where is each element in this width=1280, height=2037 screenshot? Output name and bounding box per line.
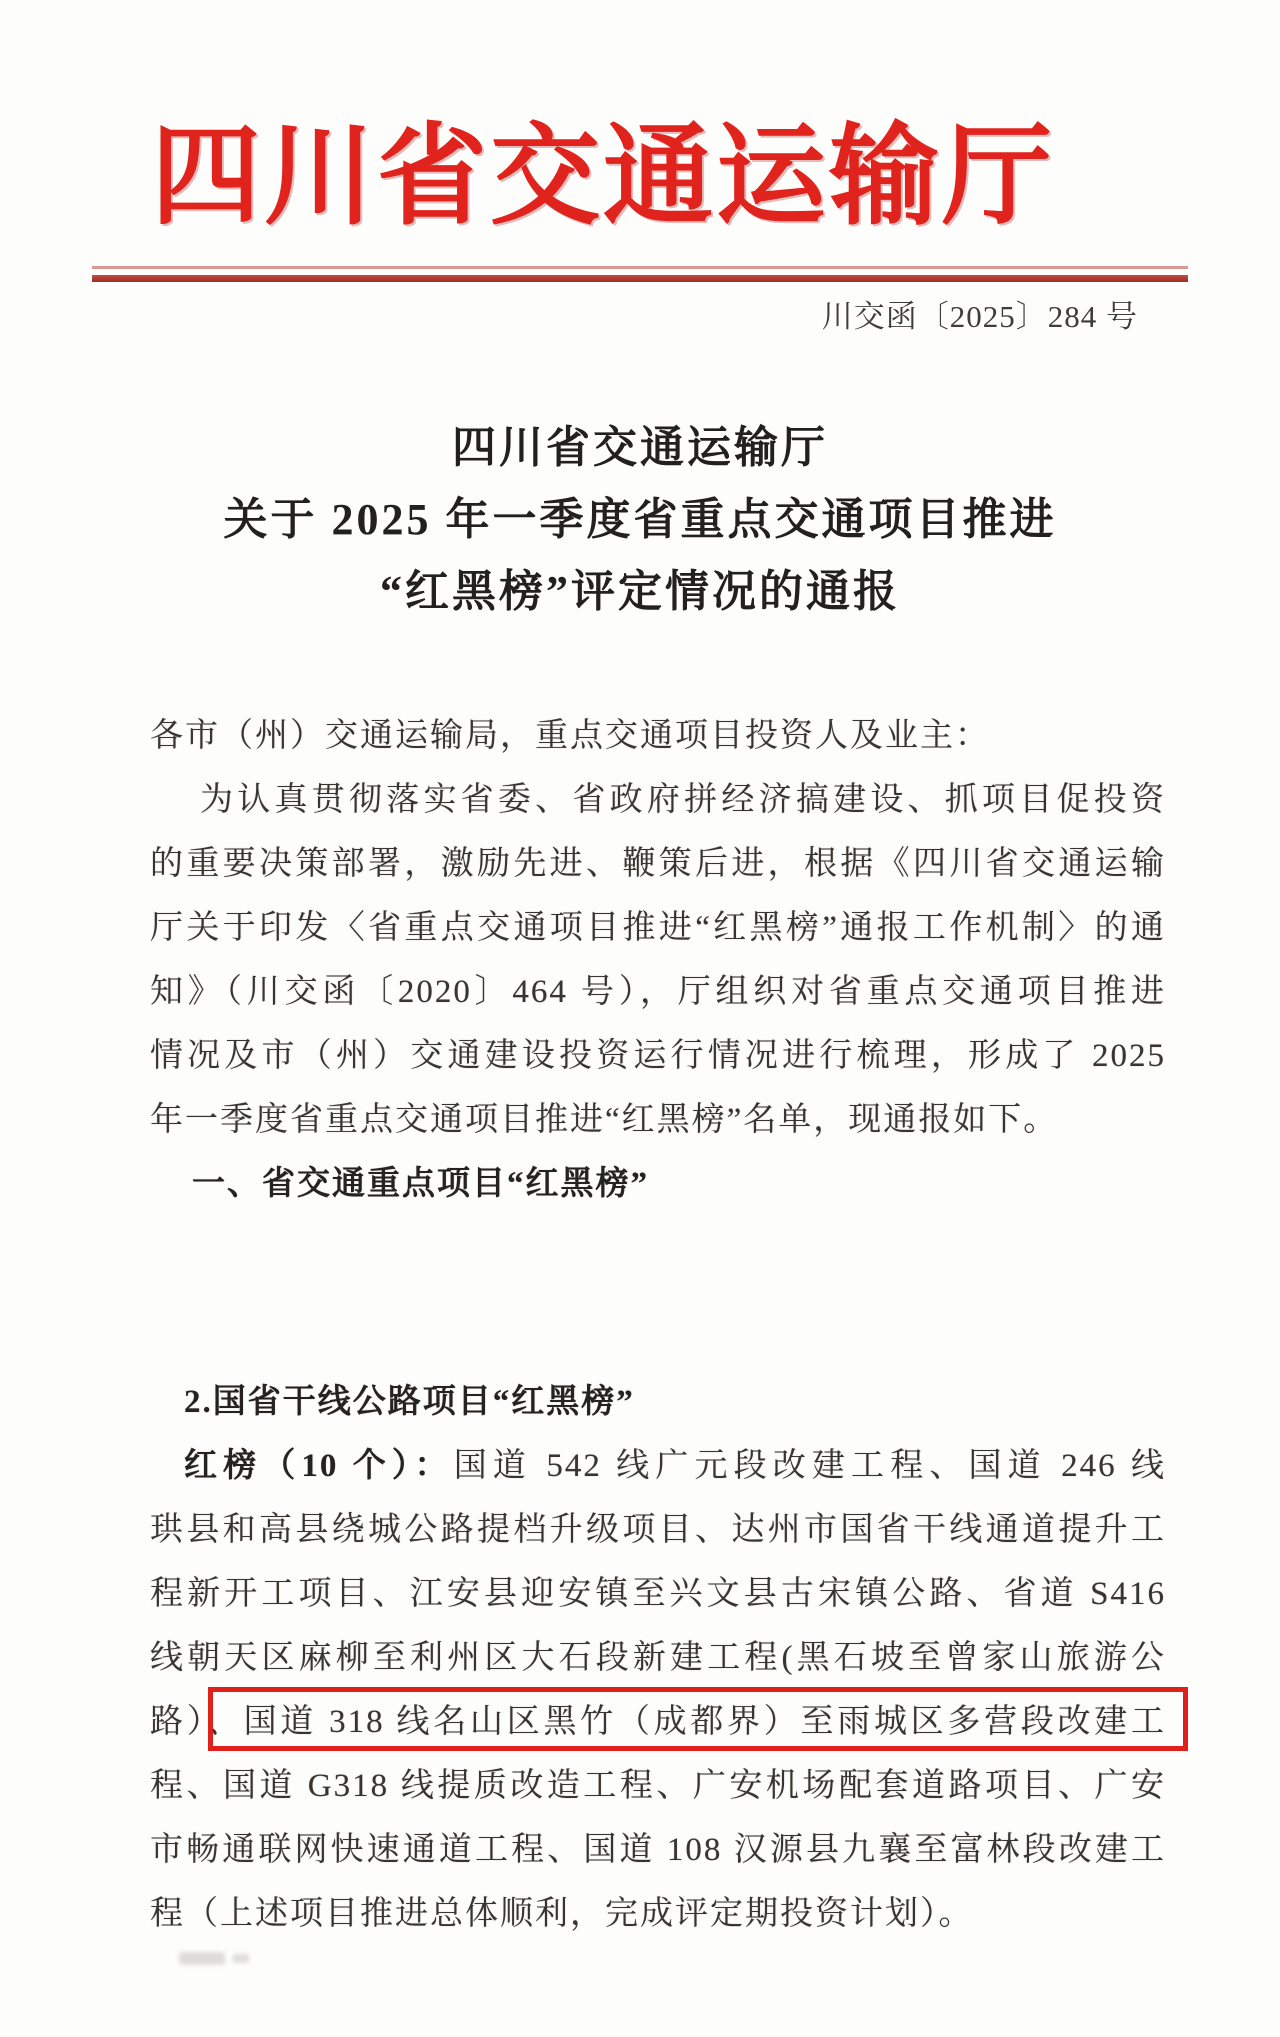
scan-artifact bbox=[179, 1952, 225, 1965]
paragraph-line: 为认真贯彻落实省委、省政府拼经济搞建设、抓项目促投资 bbox=[200, 782, 1166, 818]
title-line-3: “红黑榜”评定情况的通报 bbox=[380, 567, 900, 616]
paragraph-line: 的重要决策部署，激励先进、鞭策后进，根据《四川省交通运输 bbox=[150, 846, 1166, 882]
title-line-2: 关于 2025 年一季度省重点交通项目推进 bbox=[223, 495, 1057, 544]
salutation: 各市（州）交通运输局，重点交通项目投资人及业主： bbox=[150, 718, 990, 754]
agency-letterhead: 四川省交通运输厅 bbox=[151, 116, 1055, 238]
paragraph-line: 情况及市（州）交通建设投资运行情况进行梳理，形成了 2025 bbox=[150, 1038, 1166, 1074]
red-list-first-line bbox=[150, 1434, 1166, 1498]
paragraph-line: 厅关于印发〈省重点交通项目推进“红黑榜”通报工作机制〉的通 bbox=[150, 910, 1166, 946]
red-list-line: 市畅通联网快速通道工程、国道 108 汉源县九襄至富林段改建工 bbox=[150, 1832, 1166, 1868]
red-list-label: 红榜（10 个）： bbox=[184, 1448, 454, 1484]
paragraph-line: 知》（川交函〔2020〕464 号），厅组织对省重点交通项目推进 bbox=[150, 974, 1166, 1010]
document-number: 川交函〔2025〕284 号 bbox=[821, 299, 1138, 334]
red-list-line: 程、国道 G318 线提质改造工程、广安机场配套道路项目、广安 bbox=[150, 1768, 1166, 1804]
red-list-line: 程新开工项目、江安县迎安镇至兴文县古宋镇公路、省道 S416 bbox=[150, 1576, 1166, 1612]
title-line-1: 四川省交通运输厅 bbox=[452, 423, 828, 472]
paragraph-line: 年一季度省重点交通项目推进“红黑榜”名单，现通报如下。 bbox=[150, 1102, 1059, 1138]
red-list-line-highlighted: 路）、国道 318 线名山区黑竹（成都界）至雨城区多营段改建工 bbox=[150, 1704, 1166, 1740]
red-list-line: 程（上述项目推进总体顺利，完成评定期投资计划）。 bbox=[150, 1896, 974, 1932]
body-section-1 bbox=[150, 704, 1166, 1216]
letterhead-rule-thick bbox=[92, 275, 1188, 282]
red-list-line-rest: 国道 542 线广元段改建工程、国道 246 线 bbox=[453, 1448, 1167, 1484]
letterhead-rule-thin bbox=[92, 266, 1188, 269]
red-list-line: 珙县和高县绕城公路提档升级项目、达州市国省干线通道提升工 bbox=[150, 1512, 1166, 1548]
document-title bbox=[10, 412, 1270, 628]
body-section-2 bbox=[150, 1370, 1166, 1946]
section-heading-1: 一、省交通重点项目“红黑榜” bbox=[192, 1166, 649, 1202]
red-list-line: 线朝天区麻柳至利州区大石段新建工程(黑石坡至曾家山旅游公 bbox=[150, 1640, 1166, 1676]
section-heading-2: 2.国省干线公路项目“红黑榜” bbox=[184, 1384, 635, 1420]
